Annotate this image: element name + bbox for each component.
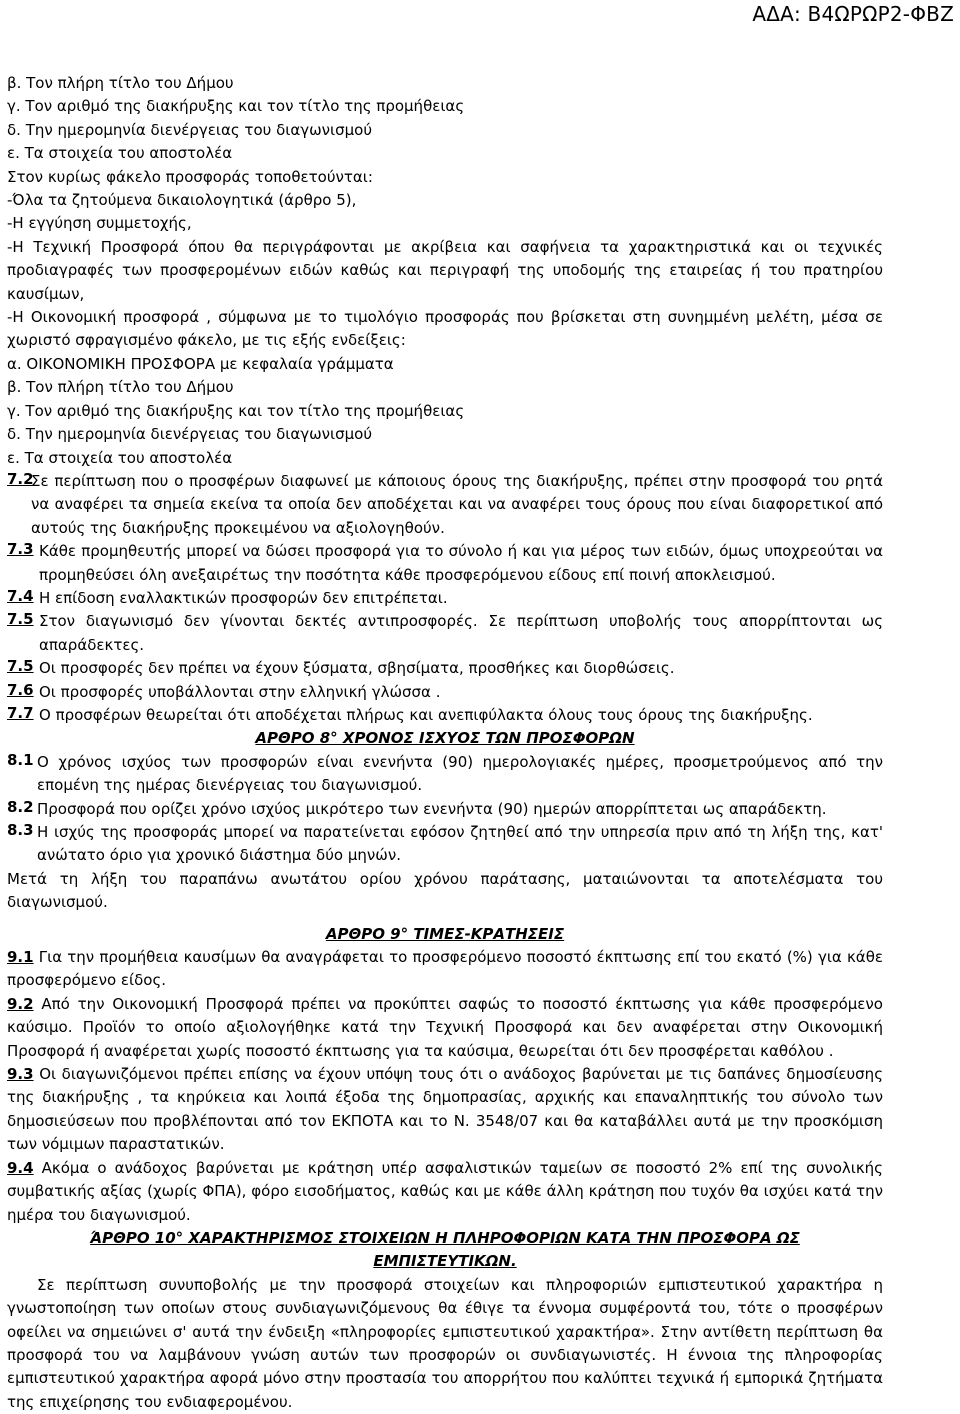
clause-8-3 [7,821,883,868]
clause-number: 9.4 [7,1158,34,1177]
clause-number: 7.4 [7,586,34,605]
envelope-intro: Στον κυρίως φάκελο προσφοράς τοποθετούνται: [7,167,373,186]
clause-number: 8.3 [7,821,34,839]
clause-number: 9.3 [7,1065,34,1084]
clause-text: Κάθε προμηθευτής μπορεί να δώσει προσφορά για το σύνολο ή και για μέρος των ειδών, όμως υποχρεούται να προμηθεύσει όλη ανεξαιρέτως την ποσότητα κάθε προσφερόμενου είδους επί ποινή αποκλεισμού. [39,542,883,584]
envelope-item: -Η Οικονομική προσφορά , σύμφωνα με το τιμολόγιο προσφοράς που βρίσκεται στη συνημμένη μελέτη, μέσα σε χωριστό σφραγισμένο φάκελο, με τις εξής ενδείξεις: [7,308,883,350]
clause-number: 9.2 [7,994,34,1013]
clause-text: Η ισχύς της προσφοράς μπορεί να παρατείνεται εφόσον ζητηθεί από την υπηρεσία πριν από τη λήξη της, κατ' ανώτατο όριο για χρονικό διάστημα δύο μηνών. [37,823,883,865]
clause-9-4 [7,1157,883,1227]
paragraph: Μετά τη λήξη του παραπάνω ανωτάτου ορίου χρόνου παράτασης, ματαιώνονται τα αποτελέσματα του διαγωνισμού. [7,869,883,912]
article-9-title: ΑΡΘΡΟ 9° ΤΙΜΕΣ-ΚΡΑΤΗΣΕΙΣ [325,924,565,943]
list-item: δ. Την ημερομηνία διενέργειας του διαγωνισμού [7,425,373,444]
clause-number: 7.5 [7,657,34,676]
clause-text: Η επίδοση εναλλακτικών προσφορών δεν επιτρέπεται. [39,588,448,607]
clause-number: 7.6 [7,680,34,699]
clause-text: Από την Οικονομική Προσφορά πρέπει να προκύπτει σαφώς το ποσοστό έκπτωσης για κάθε προσφερόμενο καύσιμο. Προϊόν το οποίο αξιολογήθηκε κατά την Τεχνική Προσφορά και δεν αναφέρεται στην Οικονομική Προσφορά ή αναφέρεται χωρίς ποσοστό έκπτωσης για τα καύσιμα, θεωρείται ότι δεν προσφέρεται καθόλου . [7,994,883,1060]
list-item: ε. Τα στοιχεία του αποστολέα [7,448,233,467]
clause-number: 8.1 [7,750,34,769]
clause-7-7 [7,704,883,727]
clause-7-3 [7,540,883,587]
clause-number: 7.3 [7,540,34,559]
clause-text: Ο προσφέρων θεωρείται ότι αποδέχεται πλήρως και ανεπιφύλακτα όλους τους όρους της διακήρυξης. [39,705,813,724]
clause-7-4 [7,587,883,610]
clause-text: Προσφορά που ορίζει χρόνο ισχύος μικρότερο των ενενήντα (90) ημερών απορρίπτεται ως απαράδεκτη. [37,799,827,818]
list-item: γ. Τον αριθμό της διακήρυξης και τον τίτλο της προμήθειας [7,401,465,420]
clause-text: Ακόμα ο ανάδοχος βαρύνεται με κράτηση υπέρ ασφαλιστικών ταμείων σε ποσοστό 2% επί της συνολικής συμβατικής αξίας (χωρίς ΦΠΑ), φόρο εισοδήματος, καθώς και με κάθε άλλη κράτηση που τυχόν θα ισχύει κατά την ημέρα του διαγωνισμού. [7,1158,883,1224]
clause-text: Οι διαγωνιζόμενοι πρέπει επίσης να έχουν υπόψη τους ότι ο ανάδοχος βαρύνεται με τις δαπάνες δημοσίευσης της διακήρυξης , τα κηρύκεια και λοιπά έξοδα της δημοπρασίας, αρχικής και επαναληπτικής του σύνολο των δημοσιεύσεων που προβλέπονται από τον ΕΚΠΟΤΑ και το Ν. 3548/07 και θα καταβάλλει αυτά με την προσκόμιση των νόμιμων παραστατικών. [7,1065,883,1154]
list-item: δ. Την ημερομηνία διενέργειας του διαγωνισμού [7,120,373,139]
clause-number: 8.2 [7,797,34,816]
list-item: γ. Τον αριθμό της διακήρυξης και τον τίτλο της προμήθειας [7,97,465,116]
document-body [7,72,883,1414]
clause-9-1 [7,946,883,993]
clause-text: Οι προσφορές δεν πρέπει να έχουν ξύσματα, σβησίματα, προσθήκες και διορθώσεις. [39,659,675,678]
clause-text: Για την προμήθεια καυσίμων θα αναγράφεται το προσφερόμενο ποσοστό έκπτωσης επί του εκατό (%) για κάθε προσφερόμενο είδος. [7,948,883,990]
clause-number: 7.5 [7,610,34,629]
clause-number: 7.7 [7,703,34,722]
clause-text: Ο χρόνος ισχύος των προσφορών είναι ενενήντα (90) ημερολογιακές ημέρες, προσμετρούμενος από την επομένη της ημέρας διενέργειας του διαγωνισμού. [37,752,883,795]
article-10-title-cont: ΕΜΠΙΣΤΕΥΤΙΚΩΝ. [373,1252,517,1271]
envelope-item: -Η Τεχνική Προσφορά όπου θα περιγράφονται με ακρίβεια και σαφήνεια τα χαρακτηριστικά και οι τεχνικές προδιαγραφές των προσφερομένων ειδών καθώς και περιγραφή της υποδομής της εταιρείας ή του πρατηρίου καυσίμων, [7,237,883,303]
clause-9-3 [7,1063,883,1157]
list-item: α. ΟΙΚΟΝΟΜΙΚΗ ΠΡΟΣΦΟΡΑ με κεφαλαία γράμματα [7,354,394,373]
article-10-title: ΆΡΘΡΟ 10° ΧΑΡΑΚΤΗΡΙΣΜΟΣ ΣΤΟΙΧΕΙΩΝ Η ΠΛΗΡΟΦΟΡΙΩΝ ΚΑΤΑ ΤΗΝ ΠΡΟΣΦΟΡΑ ΩΣ [90,1228,800,1247]
envelope-item: -Η εγγύηση συμμετοχής, [7,214,192,233]
ada-code: ΑΔΑ: Β4ΩΡΩΡ2-ΦΒΖ [752,2,954,26]
clause-7-5b [7,657,883,680]
clause-number: 7.2 [7,469,34,488]
clause-text: Οι προσφορές υποβάλλονται στην ελληνική γλώσσα . [39,682,441,701]
clause-7-5 [7,610,883,657]
list-item: β. Τον πλήρη τίτλο του Δήμου [7,74,234,92]
clause-number: 9.1 [7,948,34,967]
clause-7-6 [7,681,883,704]
paragraph: Σε περίπτωση συνυποβολής με την προσφορά στοιχείων και πληροφοριών εμπιστευτικού χαρακτήρα η γνωστοποίηση των οποίων στους συνδιαγωνιζόμενους θα έθιγε τα έννομα συμφέροντά του, τότε ο προσφέρων οφείλει να σημειώνει σ' αυτά την ένδειξη «πληροφορίες εμπιστευτικού χαρακτήρα». Στην αντίθετη περίπτωση θα προσφορά του να λαμβάνουν γνώση αυτών των προσφορών οι συνδιαγωνιστές. Η έννοια της πληροφορίας εμπιστευτικού χαρακτήρα αφορά μόνο στην προστασία του απορρήτου που καλύπτει τεχνικά ή εμπορικά ζητήματα της επιχείρησης του ενδιαφερομένου. [7,1275,883,1411]
clause-text: Σε περίπτωση που ο προσφέρων διαφωνεί με κάποιους όρους της διακήρυξης, πρέπει στην προσφορά του ρητά να αναφέρει τα σημεία εκείνα τα οποία δεν αποδέχεται και να αναφέρει τους όρους που είναι διαφορετικοί από αυτούς της διακήρυξης προκειμένου να αξιολογηθούν. [31,471,883,537]
list-item: ε. Τα στοιχεία του αποστολέα [7,144,233,163]
clause-7-2 [7,470,883,540]
clause-8-1 [7,751,883,798]
clause-9-2 [7,993,883,1063]
article-8-title: ΑΡΘΡΟ 8° ΧΡΟΝΟΣ ΙΣΧΥΟΣ ΤΩΝ ΠΡΟΣΦΟΡΩΝ [255,729,635,748]
list-item: β. Τον πλήρη τίτλο του Δήμου [7,378,234,397]
envelope-item: -Όλα τα ζητούμενα δικαιολογητικά (άρθρο 5), [7,191,357,210]
clause-text: Στον διαγωνισμό δεν γίνονται δεκτές αντιπροσφορές. Σε περίπτωση υποβολής τους απορρίπτονται ως απαράδεκτες. [39,612,883,654]
clause-8-2 [7,798,883,821]
